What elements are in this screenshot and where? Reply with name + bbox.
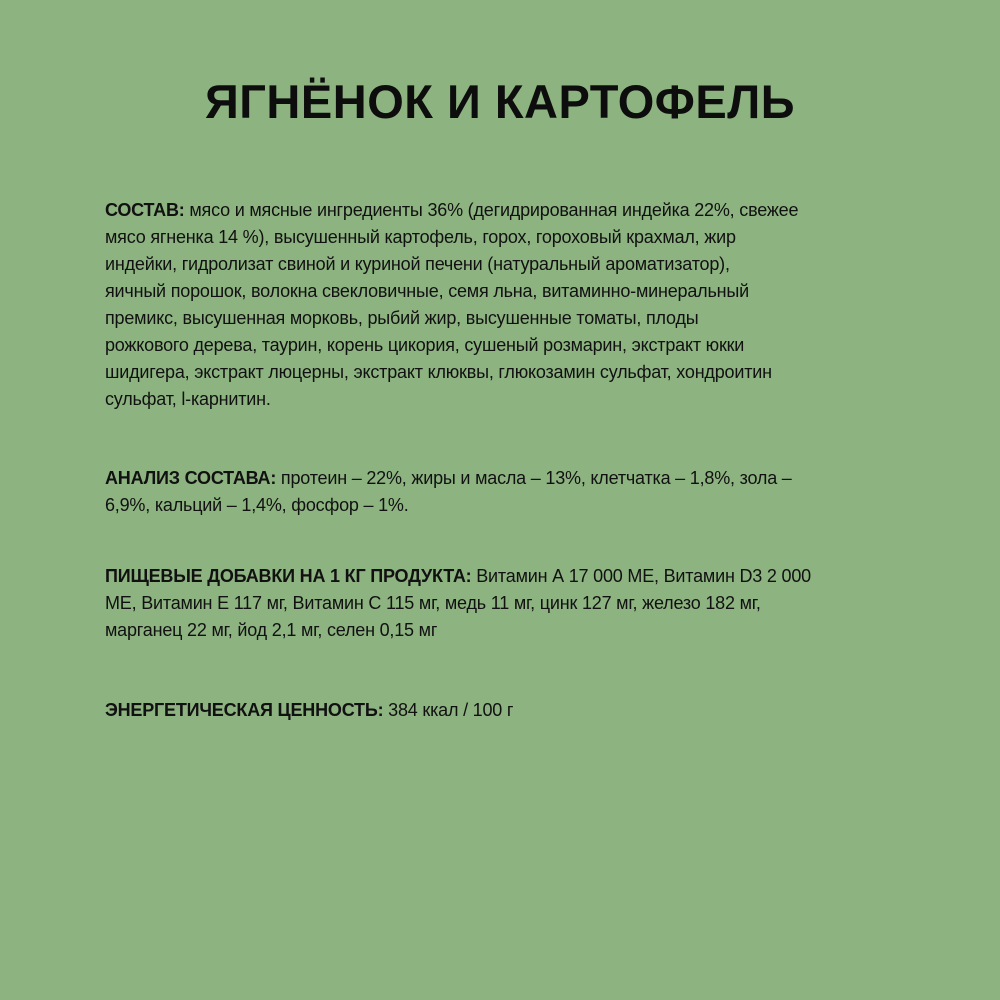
composition-line <box>105 197 798 224</box>
composition-label: СОСТАВ: <box>105 200 185 220</box>
composition-section <box>105 197 798 413</box>
energy-line <box>105 697 513 724</box>
analysis-label: АНАЛИЗ СОСТАВА: <box>105 468 277 488</box>
composition-line: рожкового дерева, таурин, корень цикория, сушеный розмарин, экстракт юкки <box>105 335 745 355</box>
analysis-line: 6,9%, кальций – 1,4%, фосфор – 1%. <box>105 495 409 515</box>
analysis-line <box>105 465 792 492</box>
energy-label: ЭНЕРГЕТИЧЕСКАЯ ЦЕННОСТЬ: <box>105 700 384 720</box>
composition-line: шидигера, экстракт люцерны, экстракт клюквы, глюкозамин сульфат, хондроитин <box>105 362 772 382</box>
additives-line: МЕ, Витамин Е 117 мг, Витамин С 115 мг, медь 11 мг, цинк 127 мг, железо 182 мг, <box>105 593 761 613</box>
energy-text: 384 ккал / 100 г <box>383 700 514 720</box>
additives-section <box>105 563 811 644</box>
additives-line <box>105 563 811 590</box>
analysis-section <box>105 465 792 519</box>
composition-line: премикс, высушенная морковь, рыбий жир, высушенные томаты, плоды <box>105 308 699 328</box>
energy-section <box>105 697 513 724</box>
composition-text: мясо и мясные ингредиенты 36% (дегидрированная индейка 22%, свежее <box>184 200 799 220</box>
product-title: ЯГНЁНОК И КАРТОФЕЛЬ <box>204 75 796 128</box>
composition-line: мясо ягненка 14 %), высушенный картофель, горох, гороховый крахмал, жир <box>105 227 736 247</box>
composition-line: индейки, гидролизат свиной и куриной печени (натуральный ароматизатор), <box>105 254 730 274</box>
composition-line: яичный порошок, волокна свекловичные, семя льна, витаминно-минеральный <box>105 281 749 301</box>
additives-label: ПИЩЕВЫЕ ДОБАВКИ НА 1 КГ ПРОДУКТА: <box>105 566 472 586</box>
analysis-text: протеин – 22%, жиры и масла – 13%, клетчатка – 1,8%, зола – <box>276 468 792 488</box>
additives-text: Витамин А 17 000 МЕ, Витамин D3 2 000 <box>471 566 811 586</box>
composition-line: сульфат, l-карнитин. <box>105 389 271 409</box>
additives-line: марганец 22 мг, йод 2,1 мг, селен 0,15 мг <box>105 620 438 640</box>
